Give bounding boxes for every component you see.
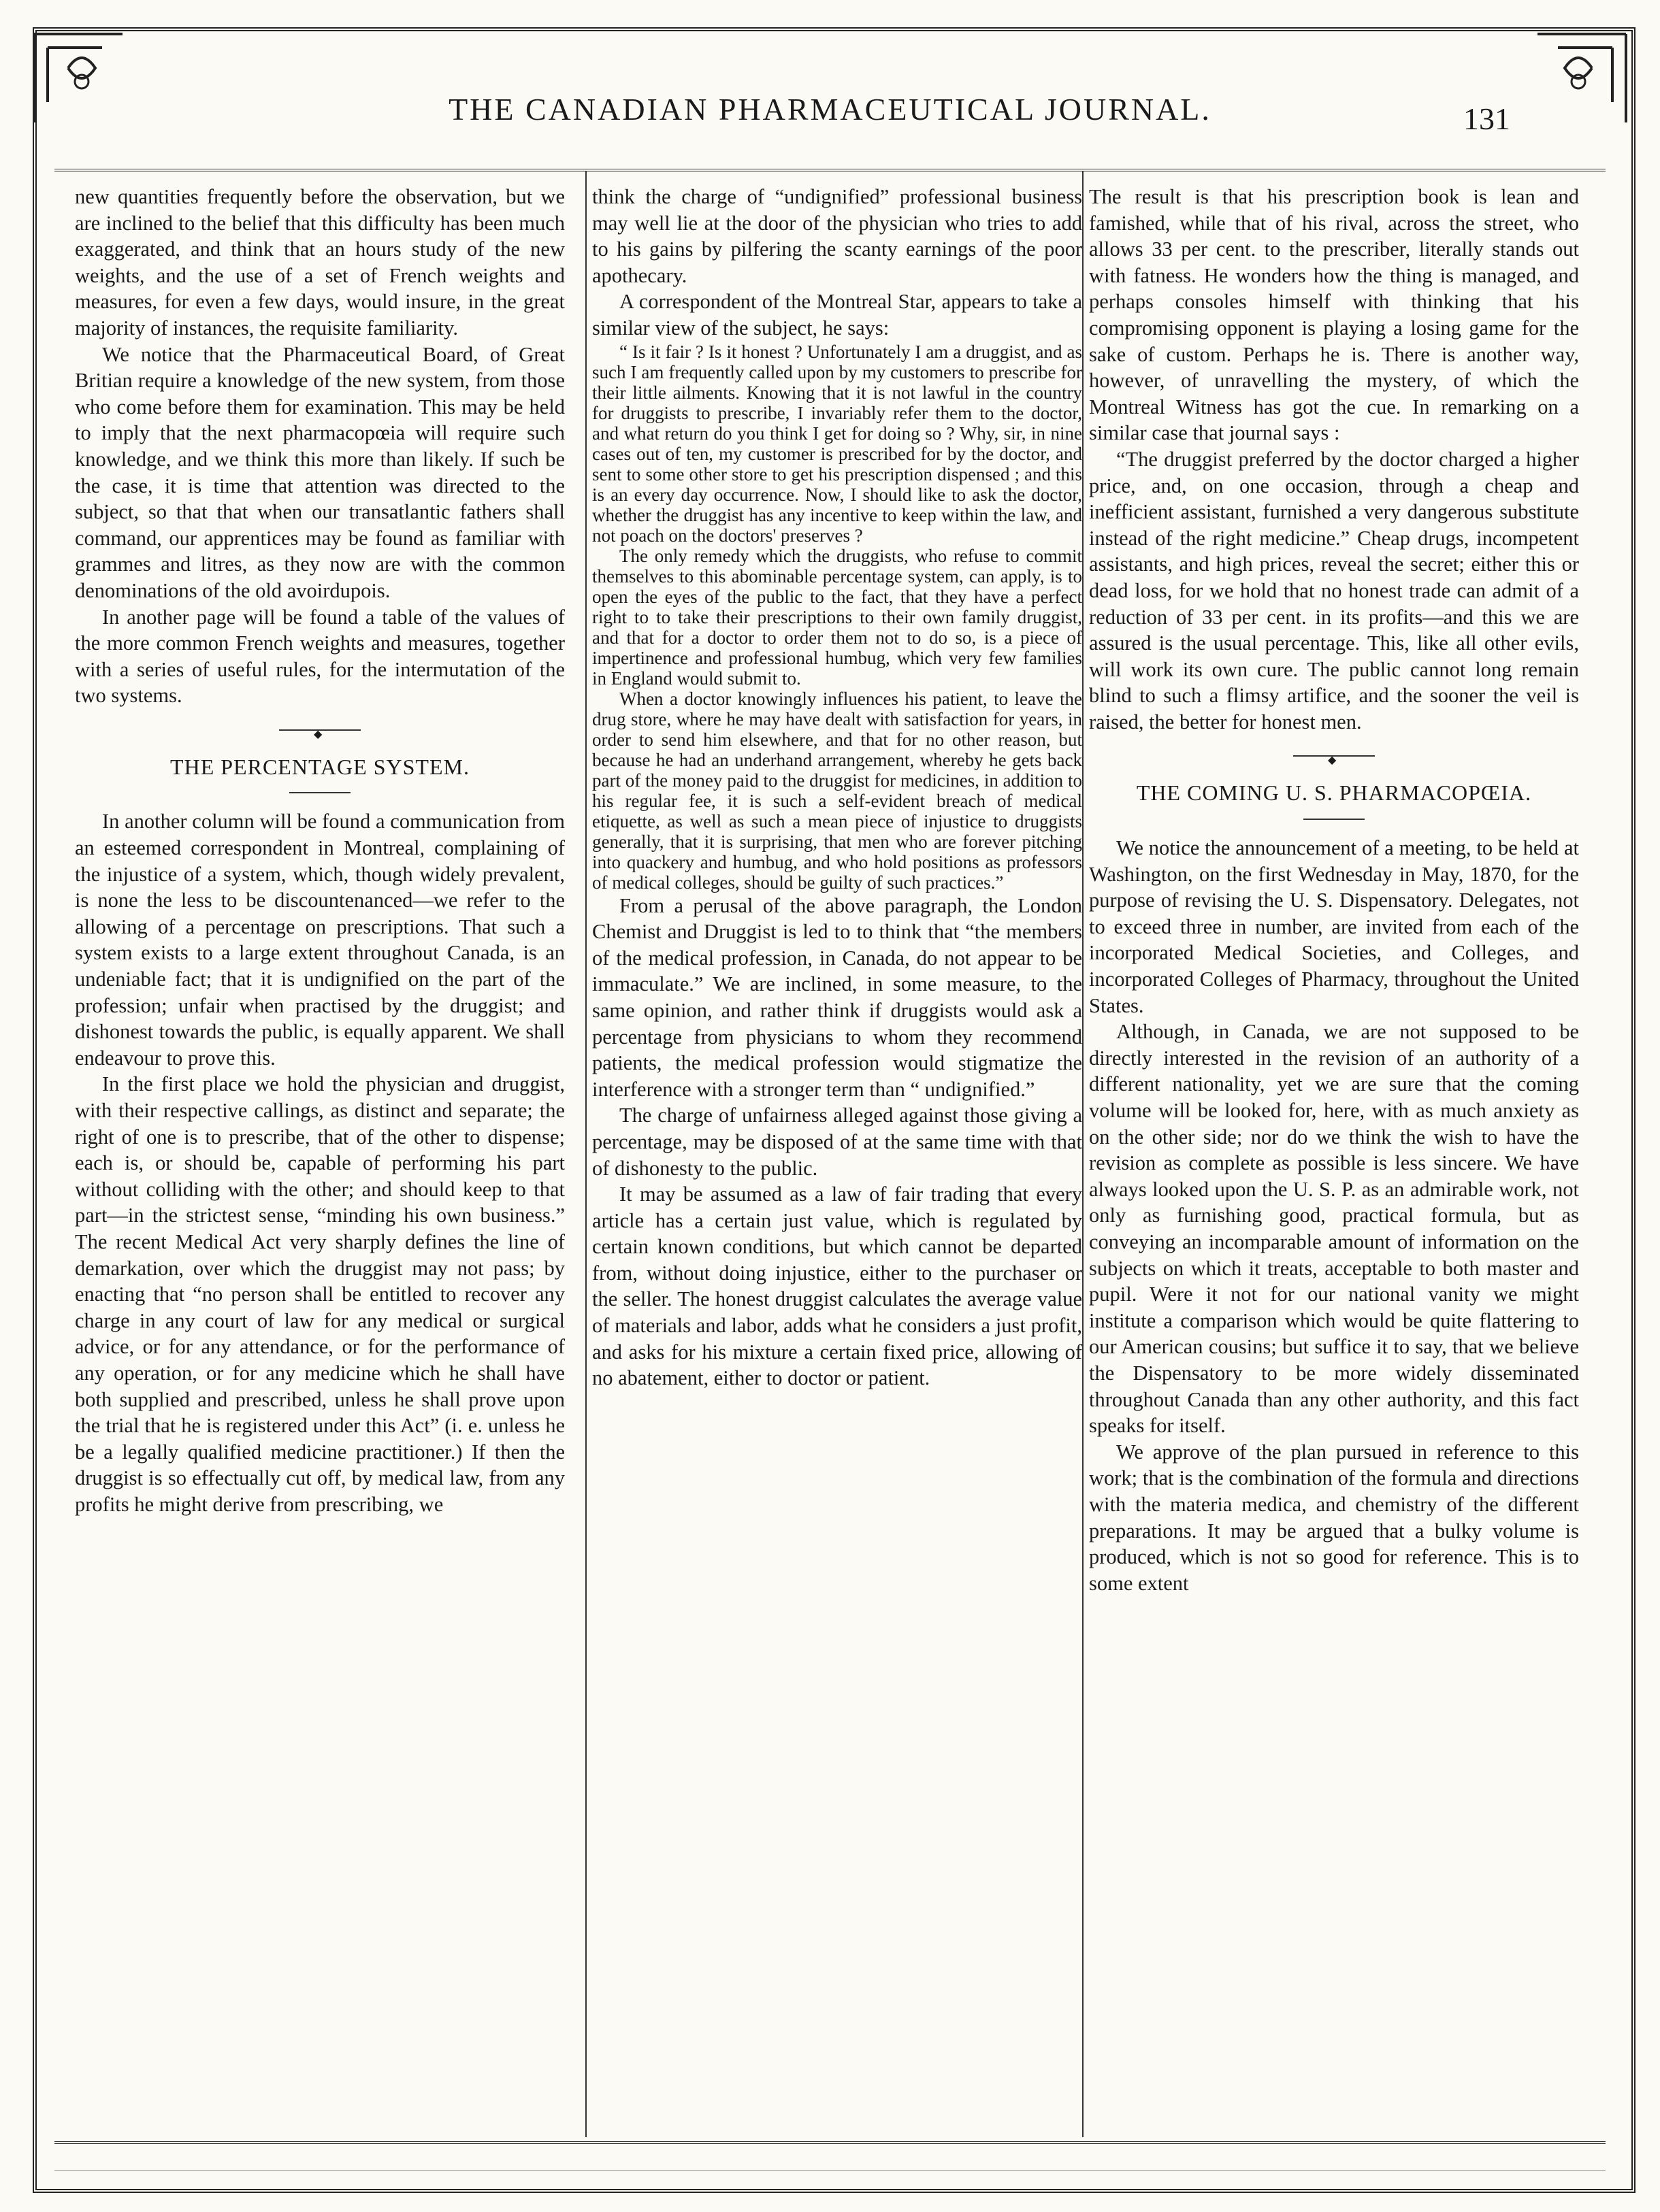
header-rule bbox=[54, 169, 1606, 171]
column-rule-1 bbox=[585, 171, 587, 2137]
paragraph: “The druggist preferred by the doctor charged a higher price, and, on one occasion, through a cheap and inefficient assistant, furnished a very dangerous substitute instead of the right medicine.” Cheap drugs, incompetent assistants, and high prices, reveal the secret; either this or dead loss, for we hold that no honest trade can admit of a reduction of 33 per cent. in its profits—and this we are assured is the usual percentage. This, like all other evils, will work its own cure. The public cannot long remain blind to such a flimsy artifice, and the sooner the veil is raised, the better for honest men. bbox=[1089, 447, 1579, 733]
section-divider bbox=[279, 729, 361, 731]
column-3 bbox=[1089, 184, 1579, 2089]
paragraph: In the first place we hold the physician and druggist, with their respective callings, as distinct and separate; the right of one is to prescribe, that of the other to dispense; each is, or should be, capable of performing his part without colliding with the other; and should keep to that part—in the strictest sense, “minding his own business.” The recent Medical Act very sharply defines the line of demarkation, over which the druggist may not pass; by enacting that “no person shall be entitled to recover any charge in any court of law for any medical or surgical advice, or for any attendance, or for the performance of any operation, or for any medicine which he shall have both supplied and prescribed, unless he shall prove upon the trial that he is registered under this Act” (i. e. unless he be a legally qualified medicine practitioner.) If then the druggist is so effectually cut off, by medical law, from any profits he might derive from prescribing, we bbox=[75, 1072, 565, 1516]
section-heading: THE PERCENTAGE SYSTEM. bbox=[170, 754, 470, 779]
paragraph: Although, in Canada, we are not supposed to be directly interested in the revision of an authority of a different nationality, yet we are sure that the coming volume will be looked for, here, with as much anxiety as on the other side; nor do we think the wish to have the revision as complete as possible is less sincere. We have always looked upon the U. S. P. as an admirable work, not only as furnishing good, practical formula, but as conveying an incomparable amount of information on the subjects on which it treats, acceptable to both master and pupil. Were it not for our national vanity we might institute a comparison which would be quite flattering to our American cousins; but suffice it to say, that we believe the Dispensatory to be more widely disseminated throughout Canada than any other authority, and this fact speaks for itself. bbox=[1089, 1020, 1579, 1438]
footer-rule bbox=[54, 2141, 1606, 2144]
column-rule-2 bbox=[1082, 171, 1084, 2137]
paragraph: The result is that his prescription book is lean and famished, while that of his rival, across the street, who allows 33 per cent. to the prescriber, literally stands out with fatness. He wonders how the thing is managed, and perhaps consoles himself with thinking that his compromising opponent is playing a losing game for the sake of custom. Perhaps he is. There is another way, however, of unravelling the mystery, of which the Montreal Witness has got the cue. In remarking on a similar case that journal says : bbox=[1089, 185, 1579, 445]
corner-ornament-top-left bbox=[27, 27, 129, 129]
section-heading: THE COMING U. S. PHARMACOPŒIA. bbox=[1136, 780, 1532, 806]
column-1 bbox=[75, 184, 565, 2089]
column-2 bbox=[592, 184, 1082, 2089]
paragraph: From a perusal of the above paragraph, the London Chemist and Druggist is led to to think that “the members of the medical profession, in Canada, do not appear to be immaculate.” We are inclined, in some measure, to the same opinion, and rather think if druggists would ask a percentage from physicians to whom they recommend patients, the medical profession would stigmatize the interference with a stronger term than “ undignified.” bbox=[592, 893, 1082, 1101]
heading-underline bbox=[1303, 819, 1365, 820]
paragraph: We notice that the Pharmaceutical Board, of Great Britian require a knowledge of the new system, from those who come before them for examination. This may be held to imply that the next pharmacopœia will require such knowledge, and we think this more than likely. If such be the case, it is time that attention was directed to the subject, so that that when our transatlantic fathers shall command, our apprentices may be found as familiar with grammes and litres, as they now are with the common denominations of the old avoirdupois. bbox=[75, 342, 565, 602]
corner-ornament-top-right bbox=[1531, 27, 1633, 129]
paragraph: think the charge of “undignified” professional business may well lie at the door of the physician who tries to add to his gains by pilfering the scanty earnings of the poor apothecary. bbox=[592, 185, 1082, 287]
paragraph: We notice the announcement of a meeting, to be held at Washington, on the first Wednesday in May, 1870, for the purpose of revising the U. S. Dispensatory. Delegates, not to exceed three in number, are invited from each of the incorporated Medical Societies, and Colleges, and incorporated Colleges of Pharmacy, throughout the United States. bbox=[1089, 836, 1579, 1017]
footer-faint-rule bbox=[54, 2170, 1606, 2171]
paragraph: We approve of the plan pursued in reference to this work; that is the combination of the formula and directions with the materia medica, and chemistry of the different preparations. It may be argued that a bulky volume is produced, which is not so good for reference. This is to some extent bbox=[1089, 1440, 1579, 1595]
paragraph: It may be assumed as a law of fair trading that every article has a certain just value, which is regulated by certain known conditions, but which cannot be departed from, without doing injustice, either to the purchaser or the seller. The honest druggist calculates the average value of materials and labor, adds what he considers a just profit, and asks for his mixture a certain fixed price, allowing of no abatement, either to doctor or patient. bbox=[592, 1183, 1082, 1390]
quoted-letter: “ Is it fair ? Is it honest ? Unfortunately I am a druggist, and as such I am frequently called upon by my customers to prescribe for their little ailments. Knowing that it is not lawful in the country for druggists to prescribe, I invariably refer them to the doctor, and what return do you think I get for doing so ? Why, sir, in nine cases out of ten, my customer is prescribed for by the doctor, and sent to some other store to get his prescription dispensed ; and this is an every day occurrence. Now, I should like to ask the doctor, whether the druggist has any incentive to keep within the law, and not poach on the doctors' preserves ? bbox=[592, 341, 1082, 546]
section-divider bbox=[1293, 755, 1375, 757]
page-number: 131 bbox=[1463, 101, 1510, 136]
paragraph: In another column will be found a communication from an esteemed correspondent in Montreal, complaining of the injustice of a system, which, though widely prevalent, is none the less to be discountenanced—we refer to the allowing of a percentage on prescriptions. That such a system exists to a large extent throughout Canada, is an undeniable fact; that it is undignified on the part of the profession; unfair when practised by the druggist; and dishonest towards the public, is equally apparent. We shall endeavour to prove this. bbox=[75, 810, 565, 1070]
paragraph: A correspondent of the Montreal Star, appears to take a similar view of the subject, he says: bbox=[592, 290, 1082, 340]
page-header bbox=[123, 75, 1537, 143]
quoted-letter: The only remedy which the druggists, who refuse to commit themselves to this abominable percentage system, can apply, is to open the eyes of the public to the fact, that they have a perfect right to to take their prescriptions to their own family druggist, and that for a doctor to order them not to do so, is a piece of impertinence and professional humbug, which very few families in England would submit to. bbox=[592, 545, 1082, 689]
paragraph: In another page will be found a table of the values of the more common French weights and measures, together with a series of useful rules, for the intermutation of the two systems. bbox=[75, 605, 565, 708]
paragraph: The charge of unfairness alleged against those giving a percentage, may be disposed of at the same time with that of dishonesty to the public. bbox=[592, 1104, 1082, 1180]
paragraph: new quantities frequently before the observation, but we are inclined to the belief that this difficulty has been much exaggerated, and think that an hours study of the new weights, and the use of a set of French weights and measures, for even a few days, would insure, in the great majority of instances, the requisite familiarity. bbox=[75, 185, 565, 340]
journal-title: THE CANADIAN PHARMACEUTICAL JOURNAL. bbox=[449, 91, 1211, 127]
quoted-letter: When a doctor knowingly influences his patient, to leave the drug store, where he may have dealt with satisfaction for years, in order to send him elsewhere, and that for no other reason, but because he had an underhand arrangement, whereby he gets back part of the money paid to the druggist for medicines, in addition to his regular fee, it is such a self-evident breach of medical etiquette, as well as such a mean piece of injustice to druggists generally, that it is surprising, that men who are forever pitching into quackery and humbug, and who hold positions as professors of medical colleges, should be guilty of such practices.” bbox=[592, 688, 1082, 893]
heading-underline bbox=[289, 792, 351, 793]
